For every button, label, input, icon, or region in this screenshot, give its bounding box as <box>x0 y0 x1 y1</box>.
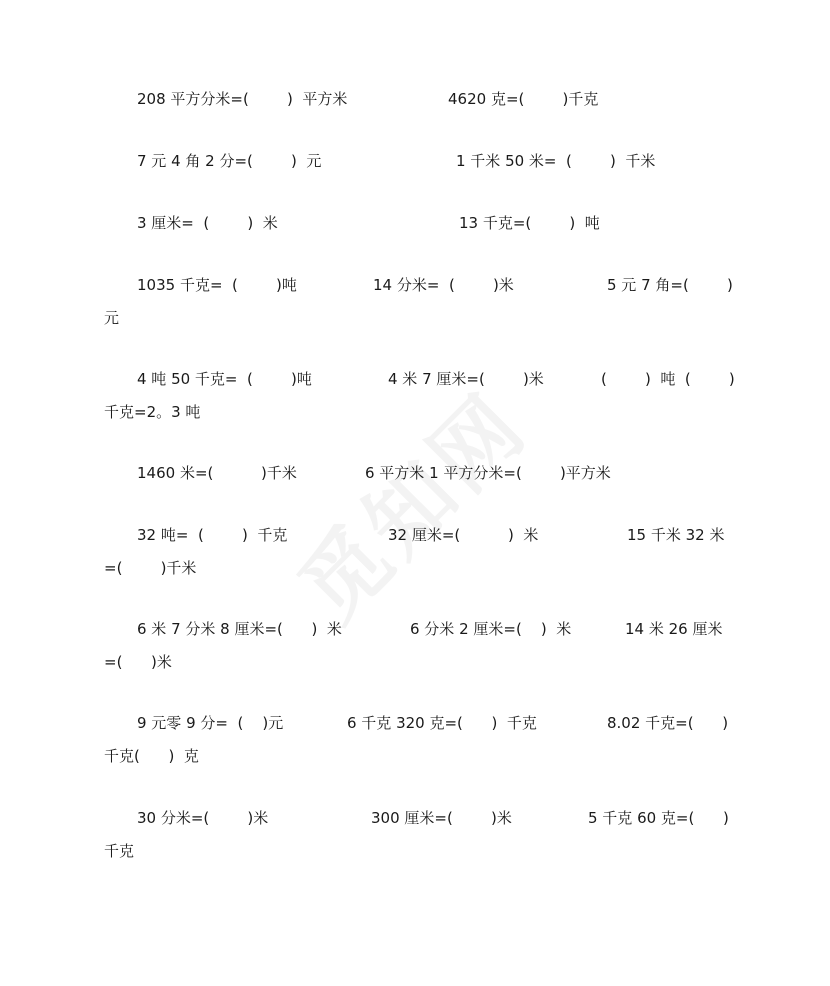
problem: 32 厘米=( ) 米 <box>388 526 539 544</box>
problem: 3 厘米= ( ) 米 <box>137 214 278 232</box>
problem: 14 米 26 厘米 <box>625 620 723 638</box>
problem: 4620 克=( )千克 <box>448 90 599 108</box>
problem-continuation: 千克 <box>104 842 135 860</box>
problem: 1 千米 50 米= ( ) 千米 <box>456 152 656 170</box>
problem: 300 厘米=( )米 <box>371 809 512 827</box>
problem: 6 平方米 1 平方分米=( )平方米 <box>365 464 611 482</box>
problem: 1460 米=( )千米 <box>137 464 297 482</box>
problem: 6 米 7 分米 8 厘米=( ) 米 <box>137 620 342 638</box>
problem: 32 吨= ( ) 千克 <box>137 526 288 544</box>
problem-continuation: 元 <box>104 309 120 327</box>
problem: 4 吨 50 千克= ( )吨 <box>137 370 312 388</box>
problem-continuation: 千克=2。3 吨 <box>104 403 201 421</box>
problem: 5 千克 60 克=( ) <box>588 809 729 827</box>
problem: 15 千米 32 米 <box>627 526 725 544</box>
problem: 14 分米= ( )米 <box>373 276 514 294</box>
problem: 9 元零 9 分= ( )元 <box>137 714 284 732</box>
problem: 6 分米 2 厘米=( ) 米 <box>410 620 572 638</box>
problem: 7 元 4 角 2 分=( ) 元 <box>137 152 322 170</box>
problem: 5 元 7 角=( ) <box>607 276 733 294</box>
problem-continuation: =( )千米 <box>104 559 197 577</box>
problem: 6 千克 320 克=( ) 千克 <box>347 714 537 732</box>
problem: 208 平方分米=( ) 平方米 <box>137 90 348 108</box>
problem-continuation: 千克( ) 克 <box>104 747 199 765</box>
problem: 13 千克=( ) 吨 <box>459 214 600 232</box>
problem: ( ) 吨 ( ) <box>601 370 735 388</box>
problem: 8.02 千克=( ) <box>607 714 729 732</box>
problem: 4 米 7 厘米=( )米 <box>388 370 544 388</box>
watermark <box>267 361 550 644</box>
problem-continuation: =( )米 <box>104 653 172 671</box>
problem: 30 分米=( )米 <box>137 809 269 827</box>
problem: 1035 千克= ( )吨 <box>137 276 297 294</box>
